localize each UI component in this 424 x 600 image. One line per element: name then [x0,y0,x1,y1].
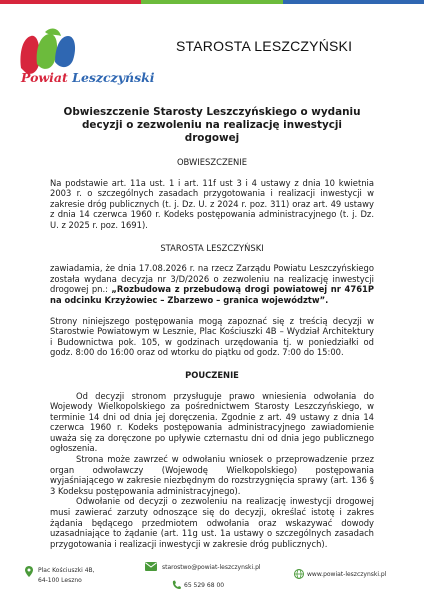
paragraph-notification [50,263,374,305]
footer-address [38,566,95,586]
paragraph-appeal-request: Strona może zawrzeć w odwołaniu wniosek o przeprowadzenie przez organ odwoławczy (Wojewodę Wielkopolskiego) postępowania wyjaśniającego w zakresie niezbędnym do rozstrzygnięcia sprawy (art. 136 § 3 Kodeksu postępowania administracyjnego). [50,454,374,496]
location-pin-icon [25,566,33,577]
phone-icon [172,580,181,590]
notification-text: zawiadamia, że dnia 17.08.2026 r. na rzecz Zarządu Powiatu Leszczyńskiego została wydana decyzja nr 3/D/2026 o zezwoleniu na realizację inwestycji drogowej pn.: [50,263,374,295]
logo-text-powiat: Powiat [21,70,68,85]
footer-address-line2: 64-100 Leszno [38,577,82,584]
top-bar-blue [283,0,424,4]
globe-icon [294,569,304,579]
paragraph-legal-basis: Na podstawie art. 11a ust. 1 i art. 11f ust 3 i 4 ustawy z dnia 10 kwietnia 2003 r. o szczególnych zasadach przygotowania i realizacji inwestycji w zakresie dróg publicznych (t. j. Dz. U. z 2024 r. poz. 311) oraz art. 49 ustawy z dnia 14 czerwca 1960 r. Kodeks postępowania administracyjnego (t. j. Dz. U. z 2025 r. poz. 1691). [50,177,374,230]
document-title [54,106,370,145]
heading-obwieszczenie: OBWIESZCZENIE [176,157,248,167]
document-title-line2: decyzji o zezwoleniu na realizację inwestycji drogowej [81,119,342,144]
footer-phone[interactable]: 65 529 68 00 [184,582,225,589]
paragraph-appeal-right: Od decyzji stronom przysługuje prawo wniesienia odwołania do Wojewody Wielkopolskiego za pośrednictwem Starosty Leszczyńskiego, w terminie 14 dni od dnia jej doręczenia. Zgodnie z art. 49 ustawy z dnia 14 czerwca 1960 r. Kodeks postępowania administracyjnego zawiadomienie uważa się za doręczone po upływie czternastu dni od dnia jego publicznego ogłoszenia. [50,390,374,454]
document-body [50,106,374,549]
paragraph-appeal-content: Odwołanie od decyzji o zezwoleniu na realizację inwestycji drogowej musi zawierać zarzuty odnoszące się do decyzji, określać istotę i zakres żądania będącego przedmiotem odwołania oraz wskazywać dowody uzasadniające to żądanie (art. 11g ust. 1a ustawy o szczególnych zasadach przygotowania i realizacji inwestycji w zakresie dróg publicznych). [50,496,374,549]
paragraph-access-info: Strony niniejszego postępowania mogą zapoznać się z treścią decyzji w Starostwie Powiatowym w Lesznie, Plac Kościuszki 4B – Wydział Architektury i Budownictwa pok. 105, w godzinach urzędowania tj. w poniedziałki od godz. 8:00 do 16:00 oraz od wtorku do piątku od godz. 7:00 do 15:00. [50,315,374,358]
top-bar-green [141,0,282,4]
footer-address-line1: Plac Kościuszki 4B, [38,567,95,574]
top-bar-red [0,0,141,4]
footer [0,556,424,600]
logo-text [21,70,155,85]
logo-text-leszczynski: Leszczyński [72,70,155,85]
document-title-line1: Obwieszczenie Starosty Leszczyńskiego o wydaniu [63,106,361,118]
heading-starosta: STAROSTA LESZCZYŃSKI [160,242,264,253]
top-color-bar [0,0,424,4]
investment-name: „Rozbudowa z przebudową drogi powiatowej nr 4761P na odcinku Krzyżowiec – Zbarzewo – granica województw”. [50,284,374,305]
footer-website[interactable]: www.powiat-leszczynski.pl [307,571,387,578]
header-title: STAROSTA LESZCZYŃSKI [176,38,353,54]
footer-email[interactable]: starostwo@powiat-leszczynski.pl [162,564,261,571]
email-icon [145,562,157,571]
heading-pouczenie: POUCZENIE [185,369,239,380]
